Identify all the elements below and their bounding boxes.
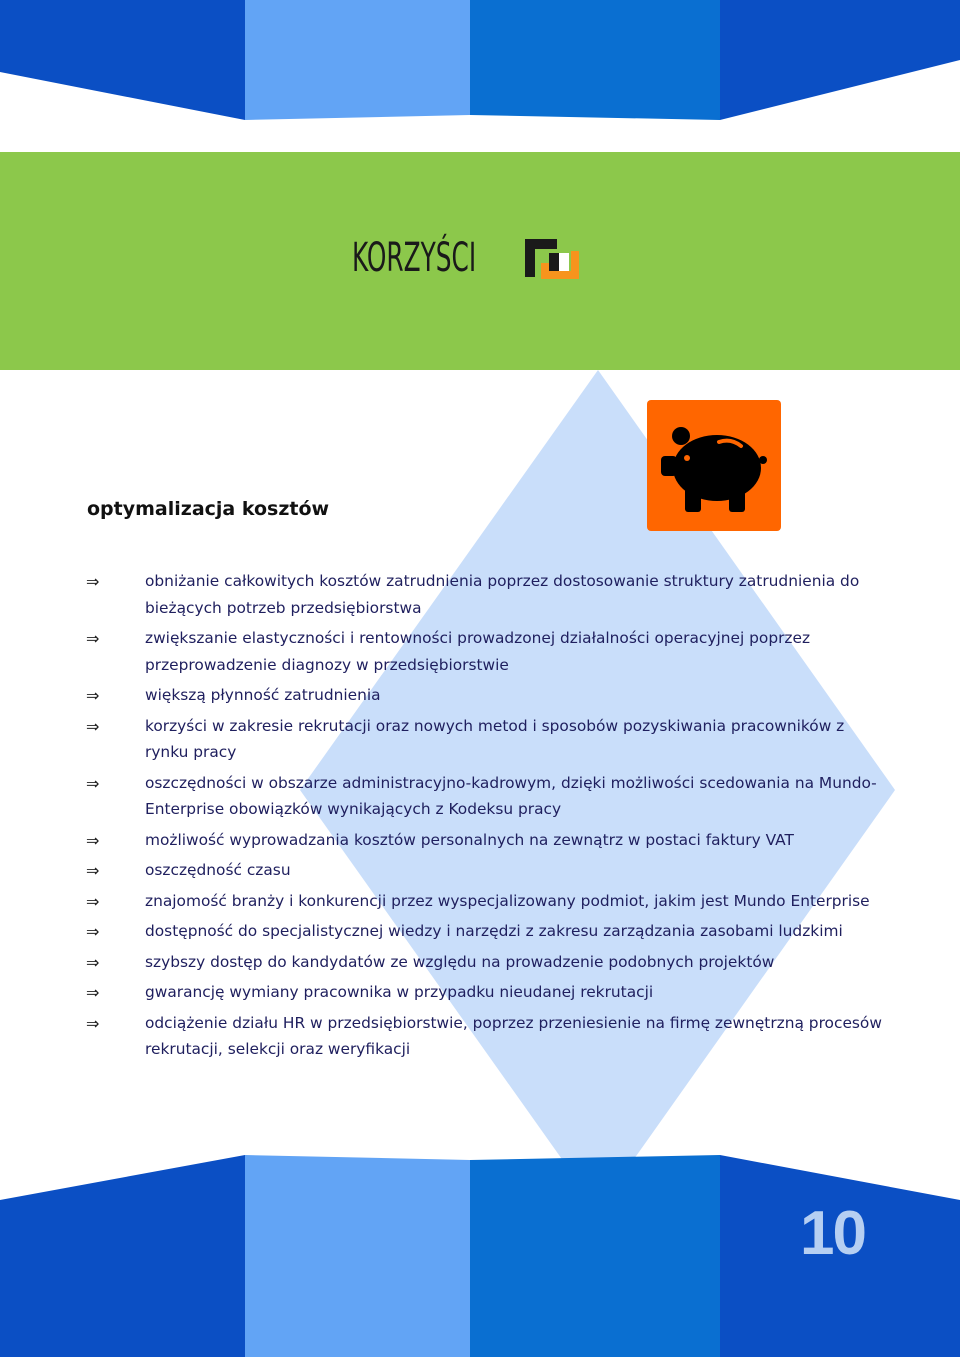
list-item-text: większą płynność zatrudnienia bbox=[145, 686, 381, 704]
top-band-right bbox=[720, 0, 960, 120]
section-heading: optymalizacja kosztów bbox=[87, 498, 330, 520]
arrow-bullet-icon: ⇒ bbox=[86, 572, 100, 591]
list-item-text: szybszy dostęp do kandydatów ze względu na prowadzenie podobnych projektów bbox=[145, 952, 775, 971]
page-number: 10 bbox=[800, 1199, 865, 1268]
list-item-text: odciążenie działu HR w przedsiębiorstwie, poprzez przeniesienie na firmę zewnętrzną procesów rekrutacji, selekcji oraz weryfikacji bbox=[145, 1013, 882, 1058]
top-band-left-curve bbox=[0, 72, 245, 120]
bottom-band-mid-segment bbox=[470, 1155, 720, 1357]
list-item bbox=[0, 949, 960, 976]
list-item bbox=[0, 713, 960, 766]
arrow-bullet-icon: ⇒ bbox=[86, 686, 100, 705]
piggy-bank-tile bbox=[647, 400, 781, 531]
arrow-bullet-icon: ⇒ bbox=[86, 830, 100, 850]
arrow-bullet-icon: ⇒ bbox=[86, 716, 100, 736]
arrow-bullet-icon: ⇒ bbox=[86, 922, 100, 941]
list-item-text: korzyści w zakresie rekrutacji oraz nowych metod i sposobów pozyskiwania pracowników z rynku pracy bbox=[145, 716, 845, 761]
arrow-bullet-icon: ⇒ bbox=[86, 891, 100, 911]
list-item bbox=[0, 979, 960, 1006]
arrow-bullet-icon: ⇒ bbox=[86, 983, 100, 1002]
list-item bbox=[0, 1010, 960, 1063]
list-item-text: zwiększanie elastyczności i rentowności prowadzonej działalności operacyjnej poprzez przeprowadzenie diagnozy w przedsiębiorstwie bbox=[145, 629, 811, 674]
list-item bbox=[0, 682, 960, 709]
arrow-bullet-icon: ⇒ bbox=[86, 629, 100, 648]
top-band-left bbox=[0, 0, 245, 72]
list-item bbox=[0, 857, 960, 884]
arrow-bullet-icon: ⇒ bbox=[86, 952, 100, 972]
bottom-band-left bbox=[0, 1155, 245, 1357]
list-item bbox=[0, 625, 960, 678]
list-item-text: znajomość branży i konkurencji przez wyspecjalizowany podmiot, jakim jest Mundo Enterprise bbox=[145, 891, 870, 910]
list-item-text: możliwość wyprowadzania kosztów personalnych na zewnątrz w postaci faktury VAT bbox=[145, 830, 794, 849]
list-item bbox=[0, 568, 960, 621]
bottom-band-light-segment bbox=[245, 1155, 470, 1357]
list-item-text: dostępność do specjalistycznej wiedzy i narzędzi z zakresu zarządzania zasobami ludzkimi bbox=[145, 922, 843, 940]
list-item-text: obniżanie całkowitych kosztów zatrudnienia poprzez dostosowanie struktury zatrudnienia do bieżących potrzeb przedsiębiorstwa bbox=[145, 572, 860, 617]
list-item bbox=[0, 827, 960, 854]
list-item bbox=[0, 770, 960, 823]
title-band bbox=[0, 152, 960, 370]
top-band-light-segment bbox=[245, 0, 470, 120]
list-item bbox=[0, 918, 960, 945]
page-title: KORZYŚCI bbox=[352, 235, 477, 281]
top-band-mid-segment bbox=[470, 0, 720, 120]
arrow-bullet-icon: ⇒ bbox=[86, 861, 100, 880]
mundo-logo-icon bbox=[525, 239, 581, 289]
benefits-list bbox=[0, 568, 960, 1067]
list-item-text: oszczędność czasu bbox=[145, 861, 291, 879]
list-item-text: gwarancję wymiany pracownika w przypadku nieudanej rekrutacji bbox=[145, 983, 654, 1001]
list-item bbox=[0, 888, 960, 915]
list-item-text: oszczędności w obszarze administracyjno-kadrowym, dzięki możliwości scedowania na Mundo-Enterprise obowiązków wynikających z Kodeksu pracy bbox=[145, 773, 877, 818]
piggy-bank-icon bbox=[657, 412, 769, 518]
arrow-bullet-icon: ⇒ bbox=[86, 1013, 100, 1033]
arrow-bullet-icon: ⇒ bbox=[86, 773, 100, 793]
